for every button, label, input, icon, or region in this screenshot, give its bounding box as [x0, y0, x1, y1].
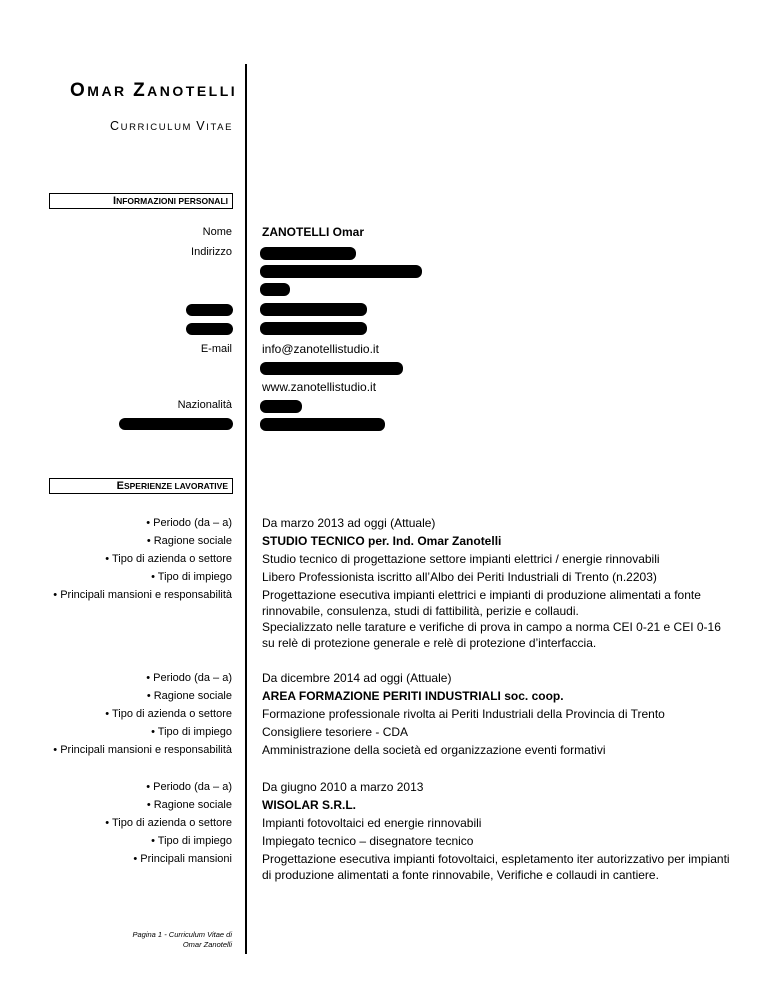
label-ragione-sociale: • Ragione sociale — [146, 799, 232, 811]
job-tipo-azienda: Formazione professionale rivolta ai Periti Industriali della Provincia di Trento — [262, 707, 665, 721]
job-mansioni: Amministrazione della società ed organizzazione eventi formativi — [262, 743, 606, 757]
label-tipo-azienda: • Tipo di azienda o settore — [105, 817, 232, 829]
value-nome: ZANOTELLI Omar — [262, 225, 365, 239]
redaction-bar — [186, 304, 233, 316]
label-tipo-azienda: • Tipo di azienda o settore — [105, 708, 232, 720]
label-mansioni: • Principali mansioni e responsabilità — [53, 589, 232, 601]
redaction-bar — [260, 322, 367, 335]
label-nome: Nome — [202, 226, 232, 238]
label-mansioni: • Principali mansioni e responsabilità — [53, 744, 232, 756]
page-subtitle: CURRICULUM VITAE — [110, 119, 234, 133]
value-email: info@zanotellistudio.it — [262, 342, 379, 356]
label-tipo-impiego: • Tipo di impiego — [151, 571, 232, 583]
label-tipo-impiego: • Tipo di impiego — [151, 835, 232, 847]
footer-line: Omar Zanotelli — [182, 940, 232, 949]
page-footer — [133, 930, 233, 950]
section-header-experience: ESPERIENZE LAVORATIVE — [49, 478, 233, 494]
job-mansioni: Progettazione esecutiva impianti elettrici e impianti di produzione alimentati a fonte rinnovabile, consulenza, studi di fattibilità, perizie e collaudi. — [262, 588, 701, 618]
redaction-bar — [260, 265, 422, 278]
label-nazionalita: Nazionalità — [177, 399, 232, 411]
redaction-bar — [186, 323, 233, 335]
redaction-bar — [119, 418, 233, 430]
job-tipo-impiego: Libero Professionista iscritto all’Albo dei Periti Industriali di Trento (n.2203) — [262, 570, 657, 584]
job-tipo-azienda: Impianti fotovoltaici ed energie rinnovabili — [262, 816, 482, 830]
label-periodo: • Periodo (da – a) — [146, 517, 232, 529]
label-tipo-azienda: • Tipo di azienda o settore — [105, 553, 232, 565]
redaction-bar — [260, 247, 356, 260]
job-tipo-azienda: Studio tecnico di progettazione settore impianti elettrici / energie rinnovabili — [262, 552, 660, 566]
value-website: www.zanotellistudio.it — [262, 380, 377, 394]
job-ragione-sociale: STUDIO TECNICO per. Ind. Omar Zanotelli — [262, 534, 502, 548]
redaction-bar — [260, 418, 385, 431]
section-header-personal: INFORMAZIONI PERSONALI — [49, 193, 233, 209]
job-tipo-impiego: Consigliere tesoriere - CDA — [262, 725, 409, 739]
label-ragione-sociale: • Ragione sociale — [146, 690, 232, 702]
label-periodo: • Periodo (da – a) — [146, 672, 232, 684]
label-email: E-mail — [200, 343, 232, 355]
job-mansioni: Progettazione esecutiva impianti fotovoltaici, espletamento iter autorizzativo per impianti di produzione alimentati a fonte rinnovabile, Verifiche e collaudi in cantiere. — [262, 852, 730, 882]
job-periodo: Da marzo 2013 ad oggi (Attuale) — [262, 516, 436, 530]
job-ragione-sociale: WISOLAR S.R.L. — [262, 798, 356, 812]
redaction-bar — [260, 400, 302, 413]
page-title: OMAR ZANOTELLI — [70, 80, 238, 101]
label-mansioni: • Principali mansioni — [133, 853, 232, 865]
label-ragione-sociale: • Ragione sociale — [146, 535, 232, 547]
footer-line: Pagina 1 - Curriculum Vitae di — [132, 930, 232, 939]
label-periodo: • Periodo (da – a) — [146, 781, 232, 793]
job-ragione-sociale: AREA FORMAZIONE PERITI INDUSTRIALI soc. coop. — [262, 689, 564, 703]
job-mansioni-extra: Specializzato nelle tarature e verifiche di prova in campo a norma CEI 0-21 e CEI 0-16 su relè di protezione generale e relè di protezione d’interfaccia. — [262, 620, 721, 650]
redaction-bar — [260, 283, 290, 296]
job-periodo: Da dicembre 2014 ad oggi (Attuale) — [262, 671, 452, 685]
label-indirizzo: Indirizzo — [191, 246, 232, 258]
redaction-bar — [260, 362, 403, 375]
column-divider — [245, 64, 247, 954]
label-tipo-impiego: • Tipo di impiego — [151, 726, 232, 738]
job-periodo: Da giugno 2010 a marzo 2013 — [262, 780, 424, 794]
redaction-bar — [260, 303, 367, 316]
job-tipo-impiego: Impiegato tecnico – disegnatore tecnico — [262, 834, 474, 848]
